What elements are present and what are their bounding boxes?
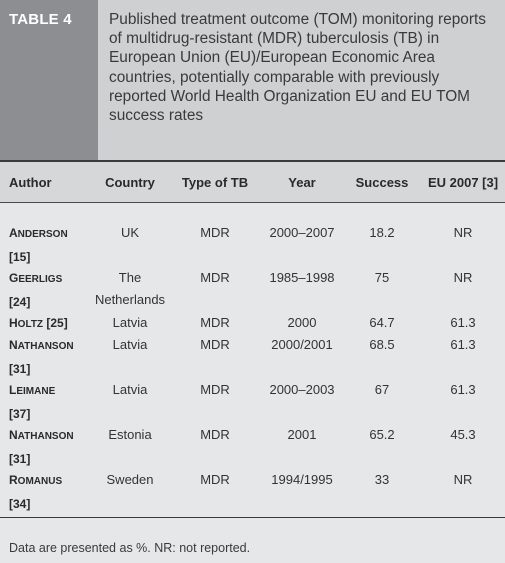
success-cell: 68.5	[369, 337, 395, 352]
year-cell: 2000–2007	[269, 225, 335, 240]
author-rest: OLTZ	[17, 319, 44, 330]
author-ref: [25]	[46, 316, 68, 330]
author-rest: NDERSON	[17, 229, 68, 240]
country-line: Netherlands	[94, 292, 166, 307]
type-cell: MDR	[200, 270, 230, 285]
type-cell: MDR	[200, 337, 230, 352]
country-line: Latvia	[112, 337, 148, 352]
bottom-rule	[0, 517, 505, 518]
author-cell	[9, 312, 68, 336]
type-cell: MDR	[200, 472, 230, 487]
type-cell: MDR	[200, 382, 230, 397]
author-cell	[9, 267, 62, 313]
eu2007-cell: NR	[453, 270, 473, 285]
country-line: Latvia	[112, 315, 148, 330]
header-eu2007: EU 2007 [3]	[427, 175, 499, 190]
country-line: Latvia	[112, 382, 148, 397]
author-rest: EIMANE	[16, 386, 56, 397]
success-cell: 75	[374, 270, 390, 285]
author-ref: [24]	[9, 295, 31, 309]
eu2007-cell: NR	[453, 472, 473, 487]
author-ref: [34]	[9, 497, 31, 511]
header-author: Author	[9, 175, 52, 190]
eu2007-cell: 61.3	[450, 337, 476, 352]
eu2007-cell: 61.3	[450, 315, 476, 330]
header-type: Type of TB	[181, 175, 249, 190]
success-cell: 33	[374, 472, 390, 487]
country-line: Sweden	[106, 472, 154, 487]
country-line: UK	[120, 225, 140, 240]
author-initial: A	[9, 226, 18, 240]
country-cell	[108, 424, 151, 446]
table-caption-block	[0, 0, 505, 160]
header-rule	[0, 202, 505, 203]
year-cell: 1985–1998	[269, 270, 335, 285]
country-cell	[121, 222, 139, 244]
author-initial: L	[9, 383, 17, 397]
country-cell	[113, 379, 148, 401]
year-cell: 2000/2001	[271, 337, 333, 352]
type-cell: MDR	[200, 427, 230, 442]
year-cell: 2000–2003	[269, 382, 335, 397]
eu2007-cell: 61.3	[450, 382, 476, 397]
author-rest: ATHANSON	[17, 431, 74, 442]
header-success: Success	[355, 175, 409, 190]
type-cell: MDR	[200, 225, 230, 240]
eu2007-cell: 45.3	[450, 427, 476, 442]
author-ref: [31]	[9, 362, 31, 376]
eu2007-cell: NR	[453, 225, 473, 240]
author-cell	[9, 424, 74, 470]
success-cell: 64.7	[369, 315, 395, 330]
year-cell: 2000	[287, 315, 317, 330]
author-ref: [15]	[9, 250, 31, 264]
author-cell	[9, 469, 62, 515]
table-label: TABLE 4	[0, 0, 98, 160]
author-ref: [37]	[9, 407, 31, 421]
table-footnote: Data are presented as %. NR: not reported.	[9, 541, 251, 555]
country-line: Estonia	[108, 427, 152, 442]
author-cell	[9, 379, 55, 425]
header-country: Country	[105, 175, 155, 190]
author-initial: R	[9, 473, 18, 487]
country-cell	[113, 312, 148, 334]
author-initial: N	[9, 338, 18, 352]
type-cell: MDR	[200, 315, 230, 330]
author-rest: EERLIGS	[18, 274, 63, 285]
country-cell	[113, 334, 148, 356]
author-rest: OMANUS	[17, 476, 63, 487]
table-caption: Published treatment outcome (TOM) monitoring reports of multidrug-resistant (MDR) tuberculosis (TB) in European Union (EU)/European Economic Area countries, potentially comparable with previously reported World Health Organization EU and EU TOM success rates	[98, 0, 505, 160]
author-cell	[9, 334, 74, 380]
author-initial: N	[9, 428, 18, 442]
country-cell	[107, 469, 154, 491]
author-cell	[9, 222, 68, 268]
author-ref: [31]	[9, 452, 31, 466]
author-initial: G	[9, 271, 19, 285]
author-rest: ATHANSON	[17, 341, 74, 352]
success-cell: 67	[374, 382, 390, 397]
country-cell	[95, 267, 165, 311]
year-cell: 1994/1995	[271, 472, 333, 487]
author-initial: H	[9, 316, 18, 330]
country-line: The	[118, 270, 142, 285]
year-cell: 2001	[287, 427, 317, 442]
success-cell: 18.2	[369, 225, 395, 240]
success-cell: 65.2	[369, 427, 395, 442]
header-year: Year	[288, 175, 316, 190]
